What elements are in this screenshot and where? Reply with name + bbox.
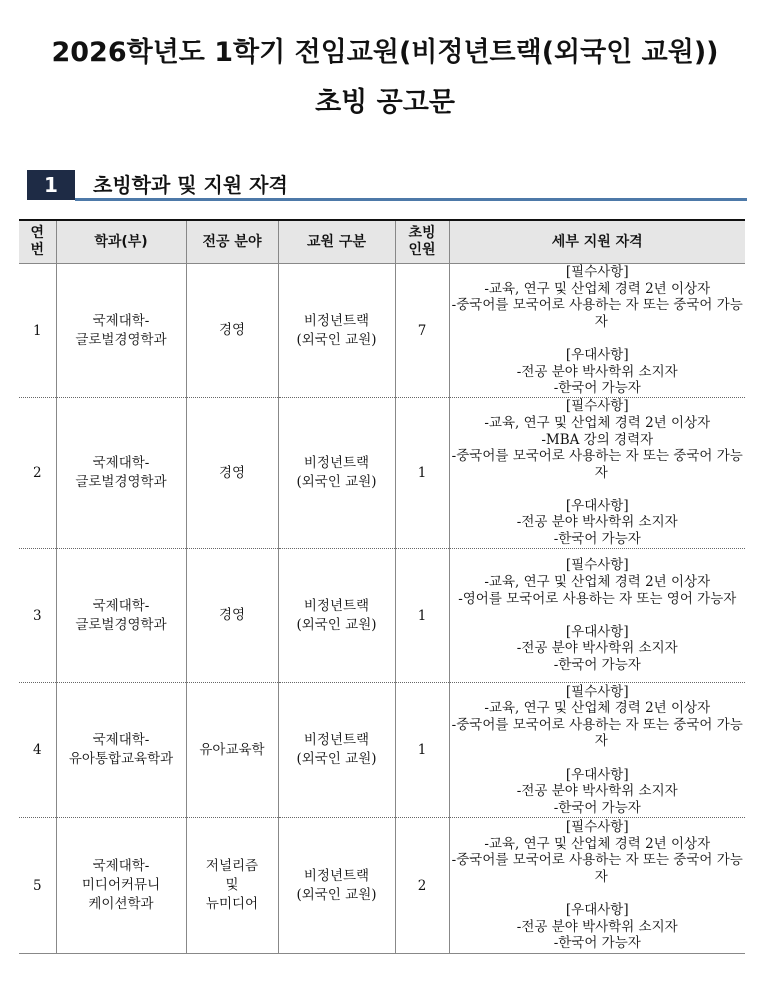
department-line: 국제대학- bbox=[92, 312, 150, 329]
required-item: -MBA 강의 경력자 bbox=[541, 431, 654, 448]
required-item: -교육, 연구 및 산업체 경력 2년 이상자 bbox=[484, 414, 711, 431]
track-cell bbox=[278, 264, 395, 398]
required-label: [필수사항] bbox=[565, 557, 629, 574]
table-row bbox=[19, 549, 745, 683]
field-line: 경영 bbox=[218, 607, 246, 623]
track-line: (외국인 교원) bbox=[296, 616, 377, 633]
qualification-cell bbox=[449, 683, 745, 818]
preferred-item: -전공 분야 박사학위 소지자 bbox=[516, 918, 678, 935]
spacer bbox=[450, 481, 746, 498]
table-row bbox=[19, 683, 745, 818]
required-item: -교육, 연구 및 산업체 경력 2년 이상자 bbox=[484, 574, 711, 591]
document-title: 2026학년도 1학기 전임교원(비정년트랙(외국인 교원)) bbox=[51, 37, 719, 68]
header-count-line2: 인원 bbox=[408, 242, 436, 258]
header-no-line2: 번 bbox=[30, 242, 45, 258]
header-no bbox=[19, 220, 56, 264]
preferred-item: -한국어 가능자 bbox=[553, 380, 641, 397]
department-cell bbox=[56, 818, 186, 954]
field-line: 경영 bbox=[218, 322, 246, 338]
field-line: 저널리즘 bbox=[205, 858, 259, 874]
department-cell bbox=[56, 264, 186, 398]
hiring-count: 1 bbox=[395, 549, 449, 683]
qualification-cell bbox=[449, 549, 745, 683]
preferred-label: [우대사항] bbox=[565, 497, 629, 514]
row-number: 1 bbox=[19, 264, 56, 398]
track-cell bbox=[278, 818, 395, 954]
table-row bbox=[19, 818, 745, 954]
department-line: 미디어커뮤니 bbox=[81, 877, 161, 893]
required-item: -중국어를 모국어로 사용하는 자 또는 중국어 가능자 bbox=[451, 852, 743, 885]
track-line: (외국인 교원) bbox=[296, 751, 377, 767]
required-label: [필수사항] bbox=[565, 264, 629, 281]
row-number: 5 bbox=[19, 818, 56, 954]
row-number: 4 bbox=[19, 683, 56, 818]
required-label: [필수사항] bbox=[565, 819, 629, 836]
track-line: 비정년트랙 bbox=[303, 455, 370, 471]
hiring-count: 2 bbox=[395, 818, 449, 954]
header-detail: 세부 지원 자격 bbox=[449, 220, 745, 264]
preferred-item: -전공 분야 박사학위 소지자 bbox=[516, 640, 678, 657]
field-line: 유아교육학 bbox=[199, 741, 265, 758]
spacer bbox=[450, 607, 746, 624]
header-count-line1: 초빙 bbox=[408, 225, 436, 241]
track-line: 비정년트랙 bbox=[303, 732, 370, 748]
department-line: 글로벌경영학과 bbox=[75, 331, 167, 348]
qualification-cell bbox=[449, 398, 745, 549]
spacer bbox=[450, 750, 746, 767]
preferred-item: -한국어 가능자 bbox=[553, 656, 641, 673]
required-item: -영어를 모국어로 사용하는 자 또는 영어 가능자 bbox=[458, 590, 737, 607]
field-line: 뉴미디어 bbox=[205, 896, 259, 912]
preferred-item: -한국어 가능자 bbox=[553, 799, 641, 816]
department-line: 케이션학과 bbox=[88, 896, 154, 912]
field-cell bbox=[186, 818, 278, 954]
track-line: (외국인 교원) bbox=[296, 331, 377, 348]
preferred-label: [우대사항] bbox=[565, 347, 629, 364]
track-line: (외국인 교원) bbox=[296, 886, 377, 903]
hiring-count: 1 bbox=[395, 398, 449, 549]
track-line: 비정년트랙 bbox=[303, 867, 370, 884]
table-row bbox=[19, 264, 745, 398]
hiring-count: 1 bbox=[395, 683, 449, 818]
required-item: -중국어를 모국어로 사용하는 자 또는 중국어 가능자 bbox=[451, 716, 743, 750]
section-heading: 초빙학과 및 지원 자격 bbox=[93, 173, 288, 197]
header-field: 전공 분야 bbox=[186, 220, 278, 264]
department-cell bbox=[56, 549, 186, 683]
row-number: 2 bbox=[19, 398, 56, 549]
field-cell bbox=[186, 683, 278, 818]
preferred-label: [우대사항] bbox=[565, 902, 629, 919]
required-item: -중국어를 모국어로 사용하는 자 또는 중국어 가능자 bbox=[451, 297, 743, 330]
preferred-item: -전공 분야 박사학위 소지자 bbox=[516, 783, 678, 800]
field-line: 및 bbox=[225, 877, 239, 893]
track-cell bbox=[278, 398, 395, 549]
department-cell bbox=[56, 398, 186, 549]
table-header-row bbox=[19, 220, 745, 264]
track-cell bbox=[278, 683, 395, 818]
section-number: 1 bbox=[27, 170, 75, 200]
department-line: 유아통합교육학과 bbox=[68, 751, 174, 767]
header-track: 교원 구분 bbox=[278, 220, 395, 264]
department-line: 국제대학- bbox=[92, 597, 150, 614]
required-label: [필수사항] bbox=[565, 683, 629, 700]
required-item: -교육, 연구 및 산업체 경력 2년 이상자 bbox=[484, 700, 711, 717]
required-item: -교육, 연구 및 산업체 경력 2년 이상자 bbox=[484, 280, 711, 297]
preferred-item: -한국어 가능자 bbox=[553, 935, 641, 952]
section-header bbox=[27, 170, 747, 204]
preferred-label: [우대사항] bbox=[565, 623, 629, 640]
field-cell bbox=[186, 264, 278, 398]
table-row bbox=[19, 398, 745, 549]
required-item: -교육, 연구 및 산업체 경력 2년 이상자 bbox=[484, 835, 711, 852]
document-subtitle: 초빙 공고문 bbox=[315, 87, 455, 118]
track-line: (외국인 교원) bbox=[296, 474, 377, 490]
preferred-item: -전공 분야 박사학위 소지자 bbox=[516, 363, 678, 380]
department-line: 국제대학- bbox=[92, 858, 150, 874]
department-cell bbox=[56, 683, 186, 818]
qualification-cell bbox=[449, 818, 745, 954]
preferred-item: -한국어 가능자 bbox=[553, 531, 641, 548]
required-label: [필수사항] bbox=[565, 398, 629, 415]
spacer bbox=[450, 331, 746, 348]
field-line: 경영 bbox=[218, 464, 246, 481]
track-line: 비정년트랙 bbox=[303, 312, 370, 329]
track-cell bbox=[278, 549, 395, 683]
spacer bbox=[450, 886, 746, 903]
field-cell bbox=[186, 398, 278, 549]
section-rule bbox=[75, 198, 747, 201]
department-line: 국제대학- bbox=[92, 455, 150, 471]
track-line: 비정년트랙 bbox=[303, 597, 370, 614]
recruitment-table bbox=[19, 219, 745, 954]
row-number: 3 bbox=[19, 549, 56, 683]
field-cell bbox=[186, 549, 278, 683]
required-item: -중국어를 모국어로 사용하는 자 또는 중국어 가능자 bbox=[451, 448, 743, 481]
preferred-label: [우대사항] bbox=[565, 766, 629, 783]
hiring-count: 7 bbox=[395, 264, 449, 398]
department-line: 글로벌경영학과 bbox=[75, 616, 167, 633]
preferred-item: -전공 분야 박사학위 소지자 bbox=[516, 514, 678, 531]
header-count bbox=[395, 220, 449, 264]
header-dept: 학과(부) bbox=[56, 220, 186, 264]
qualification-cell bbox=[449, 264, 745, 398]
department-line: 글로벌경영학과 bbox=[75, 474, 167, 490]
department-line: 국제대학- bbox=[92, 732, 150, 748]
header-no-line1: 연 bbox=[30, 225, 45, 241]
